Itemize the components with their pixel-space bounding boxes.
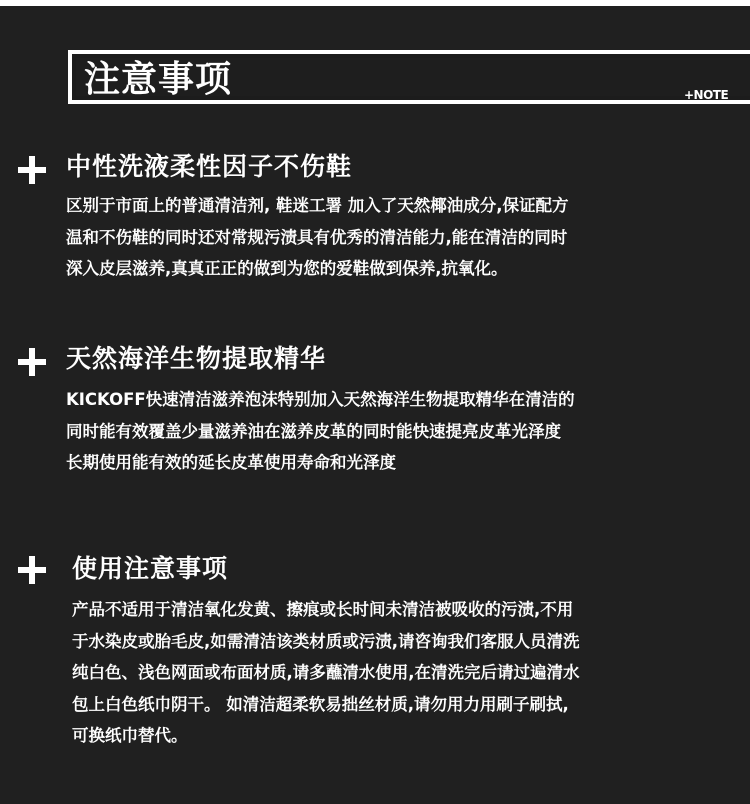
body-line: 温和不伤鞋的同时还对常规污渍具有优秀的清洁能力,能在清洁的同时 [66,227,568,247]
body-line: 深入皮层滋养,真真正正的做到为您的爱鞋做到保养,抗氧化。 [66,259,508,278]
body-line: 产品不适用于清洁氧化发黄、擦痕或长时间未清洁被吸收的污渍,不用 [72,600,574,619]
page-title: 注意事项 [84,59,233,100]
body-line: 长期使用能有效的延长皮革使用寿命和光泽度 [66,453,396,472]
plus-icon [18,348,46,376]
body-line: KICKOFF快速清洁滋养泡沫特别加入天然海洋生物提取精华在清洁的 [66,390,575,409]
body-line: 包上白色纸巾阴干。 如清洁超柔软易拙丝材质,请勿用力用刷子刷拭, [72,694,569,714]
plus-icon [18,156,46,184]
body-line: 同时能有效覆盖少量滋养油在滋养皮革的同时能快速提亮皮革光泽度 [66,421,561,441]
note-label: +NOTE [684,88,729,102]
section-body [66,384,575,479]
section-heading: 中性洗液柔性因子不伤鞋 [66,152,353,181]
section-body [66,190,569,285]
section-heading: 天然海洋生物提取精华 [66,344,327,373]
section-heading: 使用注意事项 [72,554,229,583]
section-body [72,594,580,752]
top-strip [0,0,750,6]
body-line: 纯白色、浅色网面或布面材质,请多蘸清水使用,在清洗完后请过遍清水 [72,663,580,682]
body-line: 可换纸巾替代。 [72,726,188,745]
plus-icon [18,556,46,584]
body-line: 于水染皮或胎毛皮,如需清洁该类材质或污渍,请咨询我们客服人员清洗 [72,631,580,651]
body-line: 区别于市面上的普通清洁剂, 鞋迷工署 加入了天然椰油成分,保证配方 [66,196,569,215]
